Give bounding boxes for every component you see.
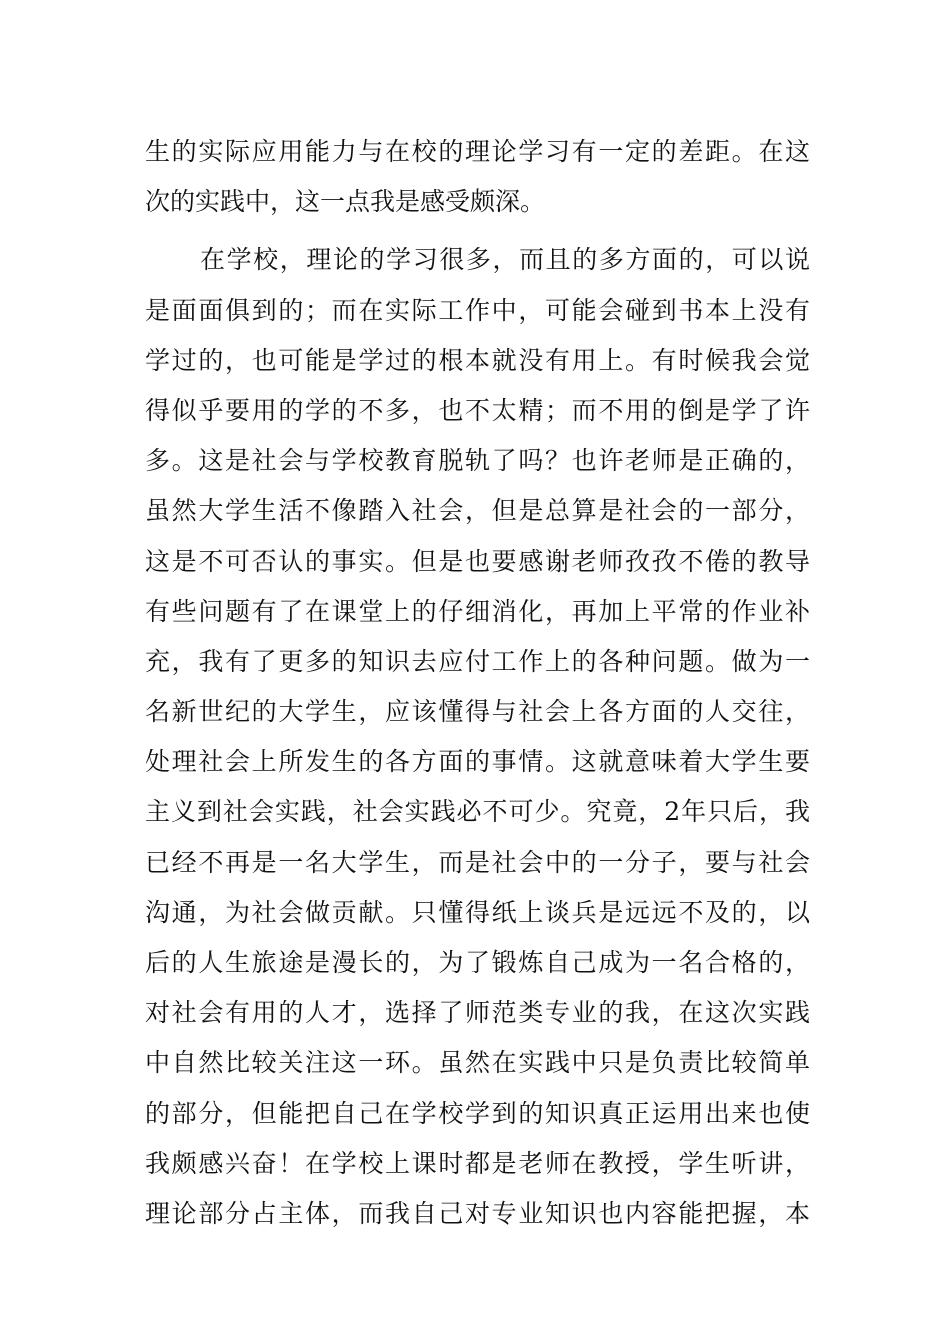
text-line: 沟通，为社会做贡献。只懂得纸上谈兵是远远不及的，以 — [145, 897, 810, 927]
text-line: 有些问题有了在课堂上的仔细消化，再加上平常的作业补 — [145, 596, 810, 626]
text-line: 多。这是社会与学校教育脱轨了吗？也许老师是正确的， — [145, 446, 810, 476]
text-line: 次的实践中，这一点我是感受颇深。 — [145, 187, 546, 217]
text-line: 后的人生旅途是漫长的，为了锻炼自己成为一名合格的， — [145, 948, 810, 977]
paragraph-2 — [145, 235, 810, 1239]
paragraph-1 — [145, 127, 810, 227]
text-line: 理论部分占主体，而我自己对专业知识也内容能把握，本 — [145, 1198, 810, 1228]
text-line: 充，我有了更多的知识去应付工作上的各种问题。做为一 — [145, 646, 810, 676]
text-line: 我颇感兴奋！在学校上课时都是老师在教授，学生听讲， — [145, 1148, 810, 1178]
text-line: 对社会有用的人才，选择了师范类专业的我，在这次实践 — [145, 998, 810, 1028]
paragraph-gap — [145, 227, 810, 235]
body-text — [145, 127, 810, 1239]
text-line: 在学校，理论的学习很多，而且的多方面的，可以说 — [200, 245, 810, 275]
text-line: 名新世纪的大学生，应该懂得与社会上各方面的人交往， — [145, 697, 810, 727]
text-line: 是面面俱到的；而在实际工作中，可能会碰到书本上没有 — [145, 295, 810, 325]
text-line: 虽然大学生活不像踏入社会，但是总算是社会的一部分， — [145, 496, 810, 526]
text-line: 学过的，也可能是学过的根本就没有用上。有时候我会觉 — [145, 345, 810, 375]
text-line: 已经不再是一名大学生，而是社会中的一分子，要与社会 — [145, 847, 810, 877]
text-line: 中自然比较关注这一环。虽然在实践中只是负责比较简单 — [145, 1048, 810, 1078]
text-line: 的部分，但能把自己在学校学到的知识真正运用出来也使 — [145, 1098, 810, 1128]
text-line: 主义到社会实践，社会实践必不可少。究竟，2年只后，我 — [145, 797, 810, 827]
text-line: 处理社会上所发生的各方面的事情。这就意味着大学生要 — [145, 747, 810, 777]
text-line: 生的实际应用能力与在校的理论学习有一定的差距。在这 — [145, 137, 810, 166]
text-line: 得似乎要用的学的不多，也不太精；而不用的倒是学了许 — [145, 395, 810, 425]
text-line: 这是不可否认的事实。但是也要感谢老师孜孜不倦的教导 — [145, 546, 810, 576]
